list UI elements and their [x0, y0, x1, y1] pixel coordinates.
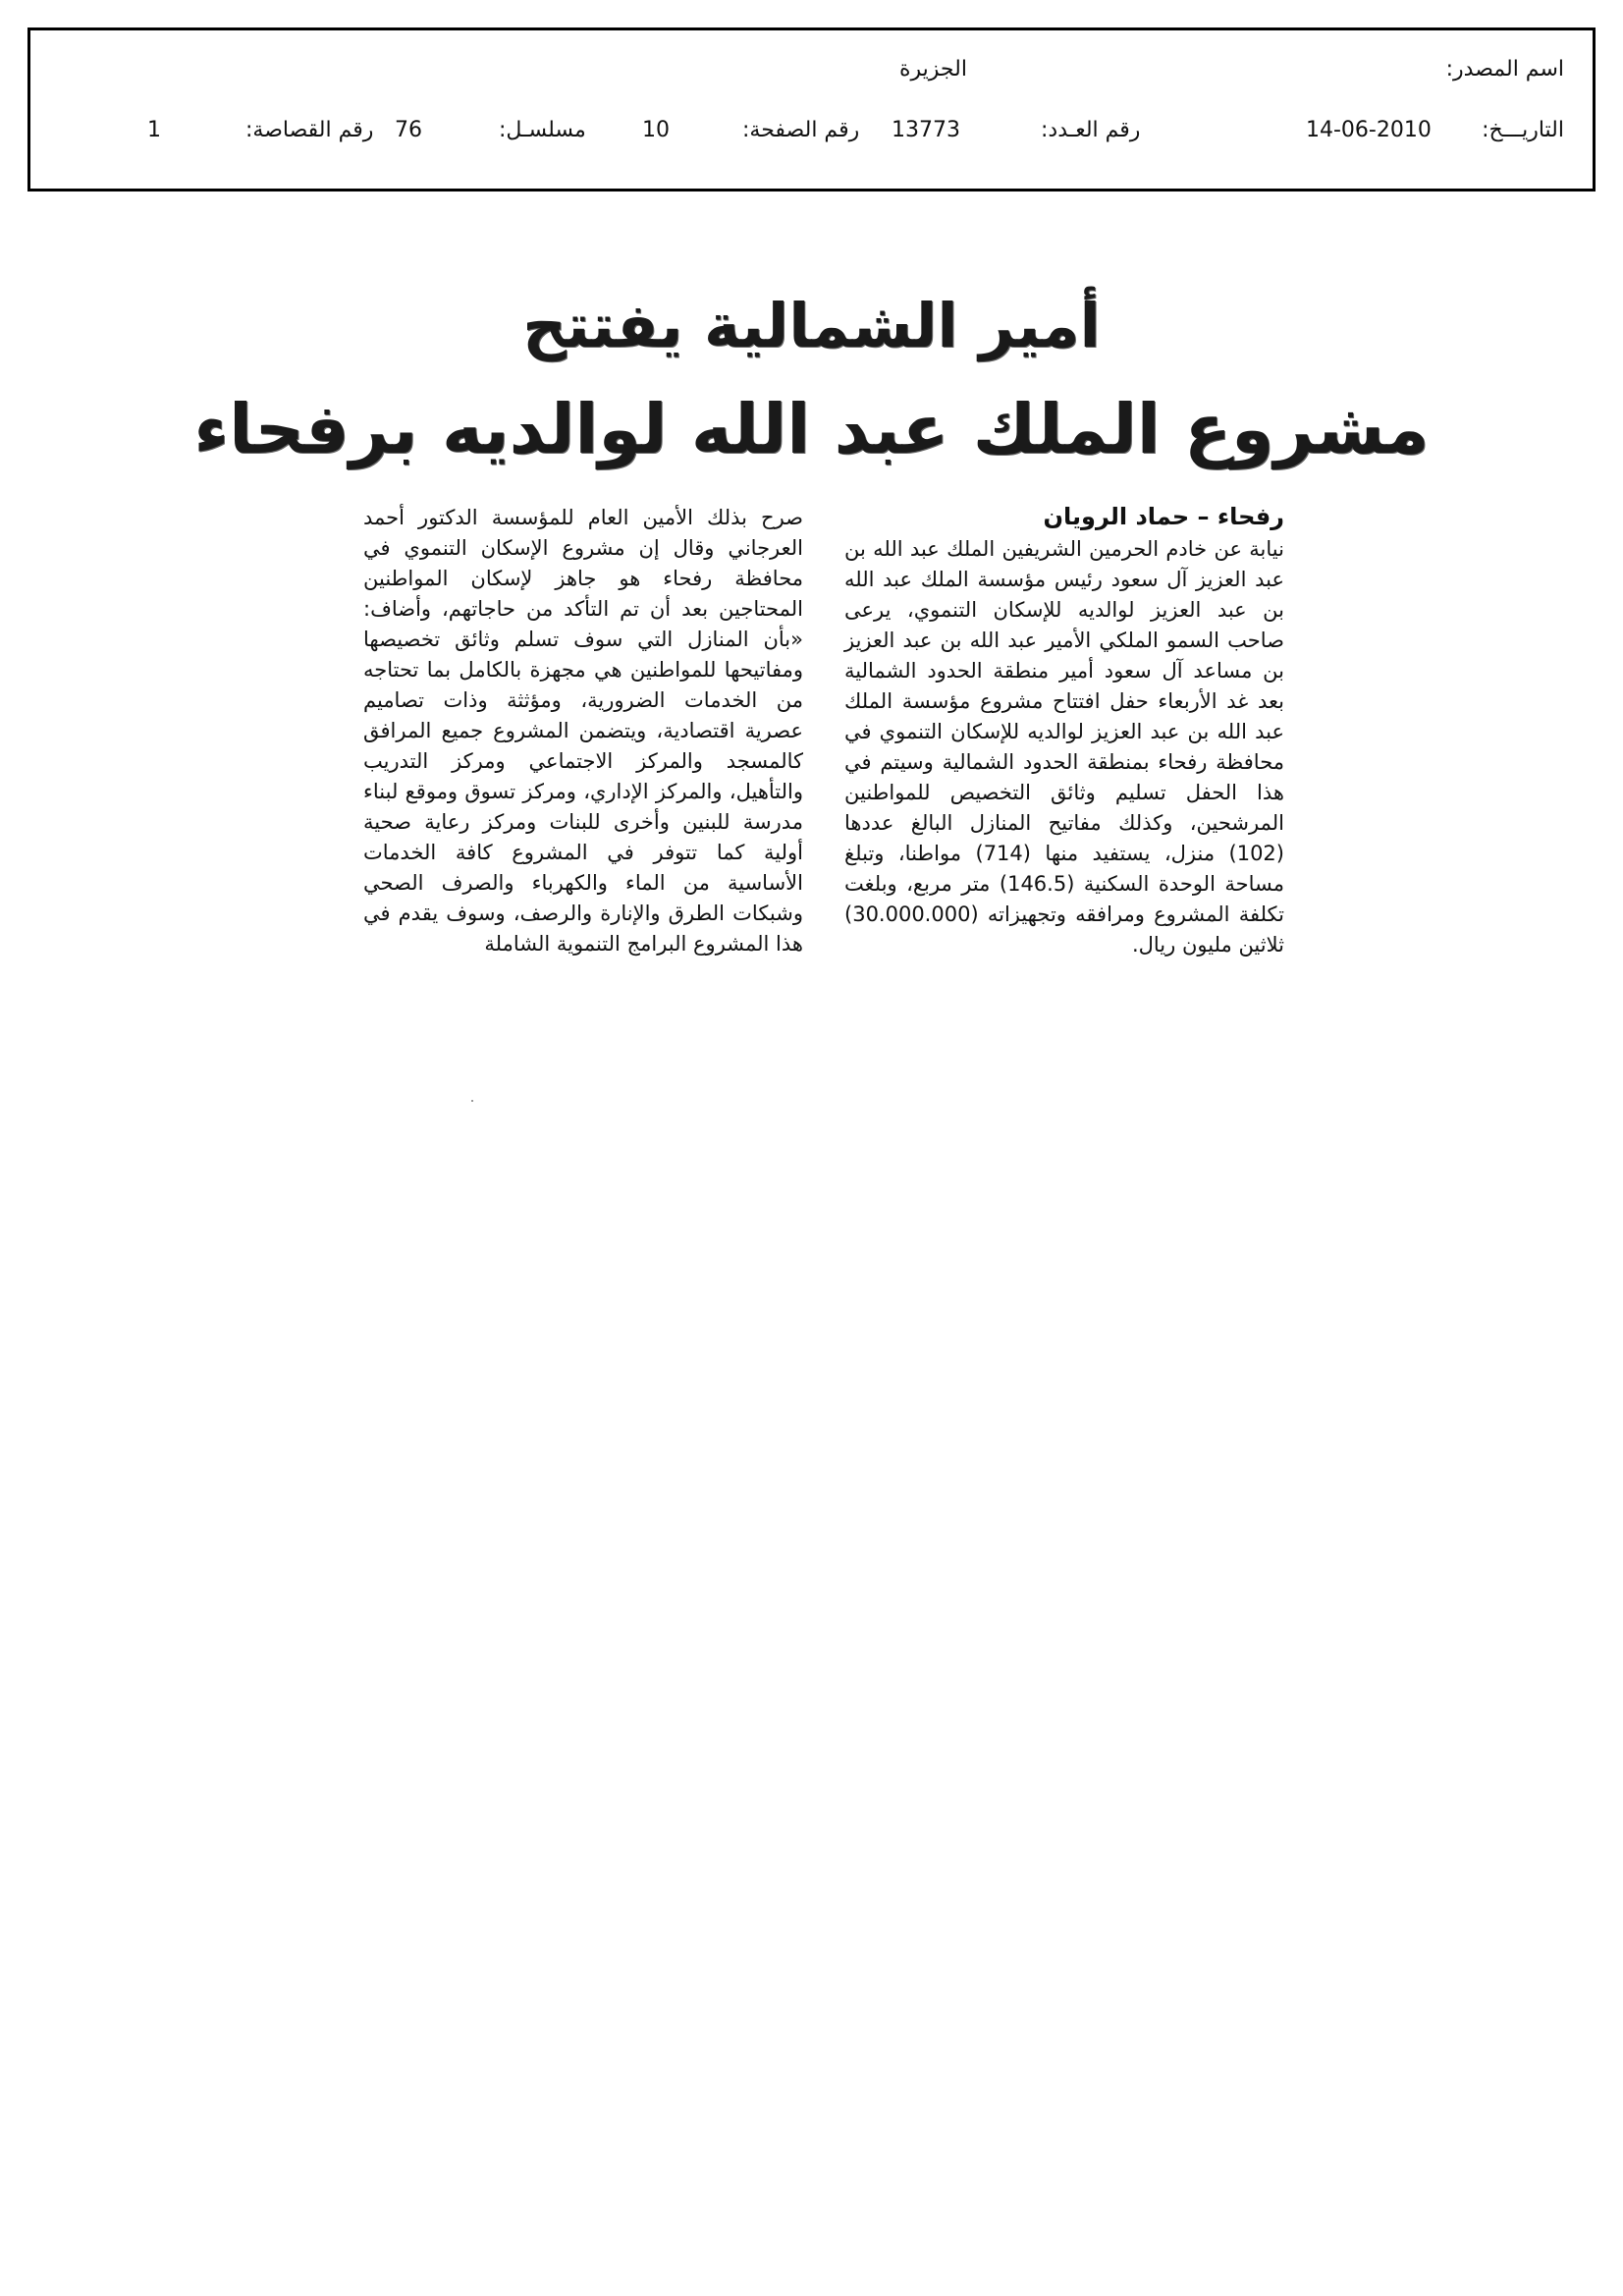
headline-line-1: أمير الشمالية يفتتح [522, 290, 1101, 361]
scan-speck [471, 1100, 473, 1102]
source-value: الجزيرة [899, 57, 967, 82]
date-label: التاريـــخ: [1482, 118, 1564, 142]
date-value: 14-06-2010 [1306, 118, 1432, 142]
article-byline: رفحاء – حماد الرويان [1043, 503, 1284, 530]
article-column-right: نيابة عن خادم الحرمين الشريفين الملك عبد الله بن عبد العزيز آل سعود رئيس مؤسسة الملك عبد الله بن عبد العزيز لوالديه للإسكان التنموي، يرعى صاحب السمو الملكي الأمير عبد الله بن عبد العزيز بن مساعد آل سعود أمير منطقة الحدود الشمالية بعد غد الأربعاء حفل افتتاح مشروع مؤسسة الملك عبد الله بن عبد العزيز لوالديه للإسكان التنموي في محافظة رفحاء بمنطقة الحدود الشمالية وسيتم في هذا الحفل تسليم وثائق التخصيص للمواطنين المرشحين، وكذلك مفاتيح المنازل البالغ عددها (102) منزل، يستفيد منها (714) مواطنا، وتبلغ مساحة الوحدة السكنية (146.5) متر مربع، وبلغت تكلفة المشروع ومرافقه وتجهيزاته (30.000.000) ثلاثين مليون ريال. [844, 537, 1284, 957]
source-label: اسم المصدر: [1445, 57, 1564, 82]
issue-label: رقم العـدد: [1041, 118, 1141, 142]
serial-value: 76 [395, 118, 422, 142]
page-label: رقم الصفحة: [742, 118, 860, 142]
article-column-left: صرح بذلك الأمين العام للمؤسسة الدكتور أحمد العرجاني وقال إن مشروع الإسكان التنموي في محافظة رفحاء هو جاهز لإسكان المواطنين المحتاجين بعد أن تم التأكد من حاجاتهم، وأضاف: «بأن المنازل التي سوف تسلم وثائق تخصيصها ومفاتيحها للمواطنين هي مجهزة بالكامل بما تحتاجه من الخدمات الضرورية، ومؤثثة وذات تصاميم عصرية اقتصادية، ويتضمن المشروع جميع المرافق كالمسجد والمركز الاجتماعي ومركز التدريب والتأهيل، والمركز الإداري، ومركز تسوق وموقع لبناء مدرسة للبنين وأخرى للبنات ومركز رعاية صحية أولية كما تتوفر في المشروع كافة الخدمات الأساسية من الماء والكهرباء والصرف الصحي وشبكات الطرق والإنارة والرصف، وسوف يقدم في هذا المشروع البرامج التنموية الشاملة [363, 506, 803, 956]
clipping-metadata-box [27, 27, 1596, 191]
issue-value: 13773 [892, 118, 960, 142]
clip-label: رقم القصاصة: [245, 118, 374, 142]
page-value: 10 [642, 118, 670, 142]
clip-value: 1 [147, 118, 161, 142]
serial-label: مسلسـل: [499, 118, 586, 142]
headline-line-2: مشروع الملك عبد الله لوالديه برفحاء [193, 389, 1430, 469]
